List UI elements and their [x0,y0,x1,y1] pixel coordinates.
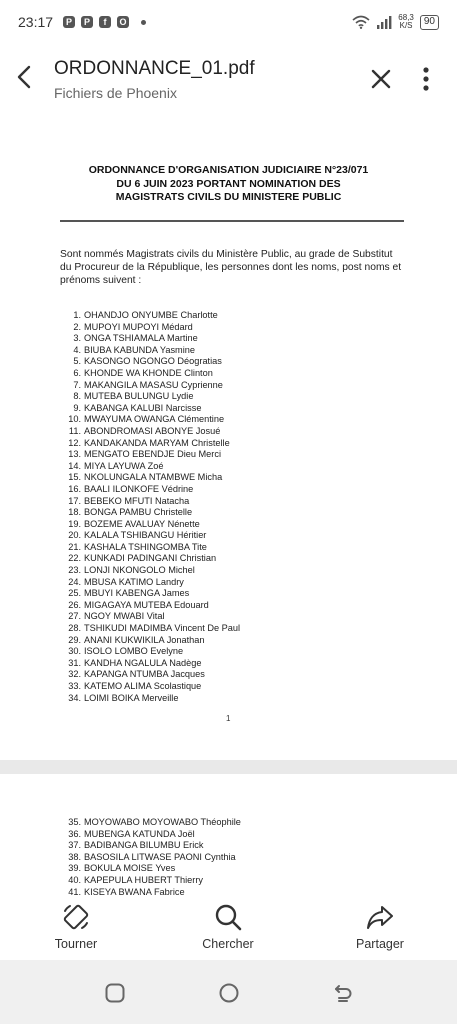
list-item [68,887,241,896]
list-item [68,368,240,380]
list-item-number: 12. [68,437,81,448]
rotate-button[interactable] [26,902,126,958]
list-item [68,484,240,496]
home-icon[interactable] [218,982,240,1004]
list-item [68,600,240,612]
list-item-number: 28. [68,623,81,634]
list-item [68,829,241,841]
list-item-number: 35. [68,817,81,827]
list-item-number: 13. [68,449,81,460]
document-intro: Sont nommés Magistrats civils du Ministère Public, au grade de Substitut du Procureur de la République, les personnes dont les noms, post noms et prénoms suivent : [60,249,402,286]
magistrate-name: BASOSILA LITWASE PAONI Cynthia [84,851,236,862]
page-number: 1 [226,714,231,723]
magistrate-name: KATEMO ALIMA Scolastique [84,681,202,691]
list-item-number: 26. [68,599,81,610]
list-item [68,449,240,461]
list-item [68,310,240,322]
list-item-number: 3. [73,333,81,344]
pdf-page-1 [0,114,457,760]
list-item [68,322,240,334]
app-bar [0,44,457,114]
list-item-number: 20. [68,530,81,541]
list-item-number: 11. [68,425,81,436]
list-item-number: 9. [73,402,81,413]
close-icon[interactable] [368,66,394,92]
list-item-number: 23. [68,565,81,576]
magistrate-name: MWAYUMA OWANGA Clémentine [84,414,225,425]
list-item [68,863,241,875]
list-item-number: 30. [68,646,81,657]
magistrate-name: NGOY MWABI Vital [84,611,165,622]
status-bar [0,0,457,44]
list-item [68,333,240,345]
magistrate-name: LOIMI BOIKA Merveille [84,692,179,703]
document-title: ORDONNANCE D'ORGANISATION JUDICIAIRE N°23/071 DU 6 JUIN 2023 PORTANT NOMINATION DES MAGISTRATS CIVILS DU MINISTERE PUBLIC [88,164,369,203]
list-item [68,635,240,647]
list-item [68,356,240,368]
magistrate-name: KASONGO NGONGO Déogratias [84,356,222,367]
list-item-number: 5. [73,356,81,367]
magistrate-name: ONGA TSHIAMALA Martine [84,333,198,344]
magistrate-name: BIUBA KABUNDA Yasmine [84,344,195,355]
bottom-action-bar [0,896,457,960]
list-item [68,530,240,542]
list-item [68,669,240,681]
magistrate-name: BONGA PAMBU Christelle [84,507,193,518]
list-item-number: 21. [68,541,81,552]
magistrate-name: MUTEBA BULUNGU Lydie [84,391,194,402]
search-icon [213,902,243,932]
magistrate-name: MUBENGA KATUNDA Joël [84,828,195,839]
title-divider [60,220,404,222]
list-item [68,817,241,829]
list-item-number: 32. [68,669,81,680]
list-item [68,542,240,554]
pdf-viewer[interactable] [0,114,457,896]
back-gesture-icon[interactable] [332,982,354,1004]
list-item-number: 4. [73,344,81,355]
list-item [68,391,240,403]
signal-icon [376,15,392,29]
magistrate-name: MENGATO EBENDJE Dieu Merci [84,449,221,460]
list-item-number: 1. [73,310,81,320]
magistrate-name: BAALI ILONKOFE Védrine [84,483,194,494]
magistrate-name: BADIBANGA BILUMBU Erick [84,840,204,851]
magistrate-name: MIYA LAYUWA Zoé [84,460,164,471]
list-item-number: 24. [68,576,81,587]
magistrate-name: KASHALA TSHINGOMBA Tite [84,541,207,552]
list-item-number: 7. [73,379,81,390]
share-label: Partager [356,937,404,951]
magistrate-name: BOZEME AVALUAY Nénette [84,518,200,529]
list-item [68,646,240,658]
list-item [68,426,240,438]
list-item [68,588,240,600]
notification-app-icon: O [117,16,129,28]
share-button[interactable] [330,902,430,958]
list-item-number: 27. [68,611,81,622]
battery-indicator: 90 [420,15,439,30]
list-item-number: 41. [68,886,81,896]
list-item-number: 29. [68,634,81,645]
magistrate-name: MIGAGAYA MUTEBA Edouard [84,599,209,610]
list-item-number: 8. [73,391,81,402]
list-item-number: 36. [68,828,81,839]
arrow-left-icon[interactable] [10,62,40,92]
magistrate-name: KANDHA NGALULA Nadège [84,657,202,668]
search-button[interactable] [178,902,278,958]
rotate-icon [61,902,91,932]
list-item-number: 2. [73,321,81,332]
magistrate-name: BOKULA MOISE Yves [84,863,176,874]
list-item [68,681,240,693]
list-item [68,875,241,887]
share-icon [365,902,395,932]
list-item [68,577,240,589]
magistrate-name: ISOLO LOMBO Evelyne [84,646,184,657]
more-vertical-icon[interactable] [414,64,438,94]
list-item-number: 40. [68,874,81,885]
search-label: Chercher [202,937,254,951]
magistrate-name: TSHIKUDI MADIMBA Vincent De Paul [84,623,241,634]
magistrate-name: MUPOYI MUPOYI Médard [84,321,193,332]
list-item-number: 31. [68,657,81,668]
status-time: 23:17 [18,14,54,30]
list-item-number: 16. [68,483,81,494]
list-item-number: 10. [68,414,81,425]
list-item [68,461,240,473]
list-item [68,565,240,577]
list-item [68,472,240,484]
list-item-number: 17. [68,495,81,506]
list-item [68,852,241,864]
list-item [68,380,240,392]
list-item [68,658,240,670]
magistrate-name: OHANDJO ONYUMBE Charlotte [84,310,218,320]
list-item [68,403,240,415]
list-item-number: 34. [68,692,81,703]
list-item-number: 25. [68,588,81,599]
list-item-number: 33. [68,681,81,691]
list-item [68,623,240,635]
list-item-number: 6. [73,367,81,378]
more-notifications-icon [141,20,146,25]
magistrate-name: KAPANGA NTUMBA Jacques [84,669,205,680]
magistrate-name: KANDAKANDA MARYAM Christelle [84,437,230,448]
list-item [68,519,240,531]
list-item [68,507,240,519]
list-item [68,438,240,450]
system-navigation-bar [0,960,457,1024]
magistrate-name: ABONDROMASI ABONYE Josué [84,425,221,436]
list-item [68,345,240,357]
magistrate-name: KHONDE WA KHONDE Clinton [84,367,213,378]
magistrate-name: KALALA TSHIBANGU Héritier [84,530,207,541]
notification-app-icon: P [63,16,75,28]
list-item [68,414,240,426]
list-item-number: 19. [68,518,81,529]
document-file-name: ORDONNANCE_01.pdf [54,58,255,79]
magistrate-name: ANANI KUKWIKILA Jonathan [84,634,205,645]
magistrate-name: MAKANGILA MASASU Cyprienne [84,379,223,390]
list-item-number: 38. [68,851,81,862]
magistrate-name: BEBEKO MFUTI Natacha [84,495,190,506]
magistrate-name: LONJI NKONGOLO Michel [84,565,195,576]
list-item-number: 37. [68,840,81,851]
magistrate-name: KABANGA KALUBI Narcisse [84,402,202,413]
list-item-number: 18. [68,507,81,518]
list-item-number: 15. [68,472,81,483]
notification-icons [63,16,146,28]
list-item [68,840,241,852]
magistrate-name: MBUYI KABENGA James [84,588,190,599]
magistrate-name: MBUSA KATIMO Landry [84,576,184,587]
document-source: Fichiers de Phoenix [54,85,177,101]
magistrates-list-continued [68,817,241,896]
list-item-number: 14. [68,460,81,471]
list-item [68,496,240,508]
rotate-label: Tourner [54,937,98,951]
status-right [352,14,439,30]
wifi-icon [352,15,370,29]
list-item-number: 22. [68,553,81,564]
list-item [68,611,240,623]
magistrate-name: KISEYA BWANA Fabrice [84,886,185,896]
network-speed: 68,3 K/S [398,13,414,30]
facebook-icon: f [99,16,111,28]
list-item [68,553,240,565]
notification-app-icon: P [81,16,93,28]
recent-apps-icon[interactable] [104,982,126,1004]
magistrate-name: NKOLUNGALA NTAMBWE Micha [84,472,223,483]
magistrate-name: MOYOWABO MOYOWABO Théophile [84,817,241,827]
list-item-number: 39. [68,863,81,874]
magistrates-list [68,310,240,704]
list-item [68,693,240,705]
magistrate-name: KAPEPULA HUBERT Thierry [84,874,203,885]
magistrate-name: KUNKADI PADINGANI Christian [84,553,217,564]
pdf-page-2 [0,774,457,896]
